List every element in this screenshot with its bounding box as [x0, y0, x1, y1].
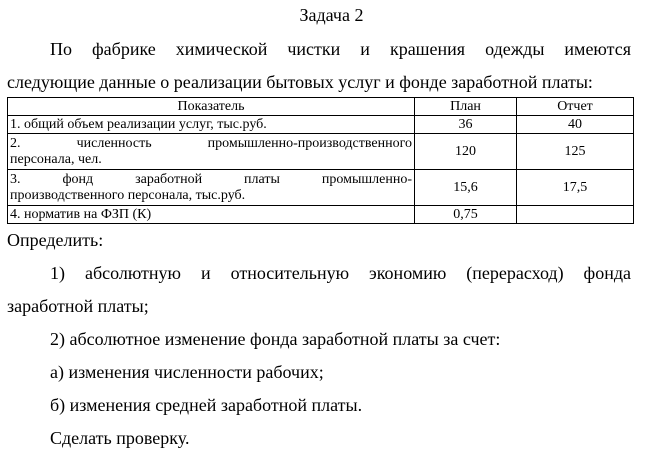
table-row [8, 170, 634, 206]
row-label-text: 4. норматив на ФЗП (К) [10, 206, 152, 222]
row-plan-value: 0,75 [415, 206, 517, 224]
row-label-line-1: 2. численность промышленно-производственного [10, 135, 412, 151]
table-row [8, 116, 634, 134]
row-plan-value: 120 [415, 134, 517, 170]
task-item-1-line-1 [7, 263, 631, 283]
row-label-line-2: персонала, чел. [10, 151, 102, 167]
header-indicator: Показатель [8, 98, 415, 116]
intro-line-2: следующие данные о реализации бытовых услуг и фонде заработной платы: [7, 72, 593, 92]
row-report-value: 40 [517, 116, 634, 134]
intro-line-1: По фабрике химической чистки и крашения одежды имеются [50, 39, 631, 59]
header-plan: План [415, 98, 517, 116]
table-header-row [8, 98, 634, 116]
task-item-2b: б) изменения средней заработной платы. [50, 395, 363, 415]
task-title: Задача 2 [299, 5, 364, 25]
row-report-value [517, 206, 634, 224]
check-instruction: Сделать проверку. [50, 428, 190, 448]
header-report: Отчет [517, 98, 634, 116]
task-item-1-text: 1) абсолютную и относительную экономию (перерасход) фонда [50, 263, 631, 283]
row-label [8, 206, 415, 224]
row-plan-value: 15,6 [415, 170, 517, 206]
row-report-value: 125 [517, 134, 634, 170]
determine-heading: Определить: [7, 230, 104, 250]
row-label [8, 116, 415, 134]
table-row [8, 206, 634, 224]
intro-paragraph [7, 33, 631, 99]
row-label [8, 170, 415, 206]
row-report-value: 17,5 [517, 170, 634, 206]
row-label-line-2: производственного персонала, тыс.руб. [10, 187, 246, 203]
row-label [8, 134, 415, 170]
data-table [7, 97, 634, 224]
task-item-2a: а) изменения численности рабочих; [50, 362, 324, 382]
row-label-line-1: 3. фонд заработной платы промышленно- [10, 171, 412, 187]
row-label-text: 1. общий объем реализации услуг, тыс.руб. [10, 116, 267, 132]
task-item-1-line-2: заработной платы; [7, 296, 149, 316]
table-row [8, 134, 634, 170]
task-item-2: 2) абсолютное изменение фонда заработной платы за счет: [50, 329, 501, 349]
row-plan-value: 36 [415, 116, 517, 134]
